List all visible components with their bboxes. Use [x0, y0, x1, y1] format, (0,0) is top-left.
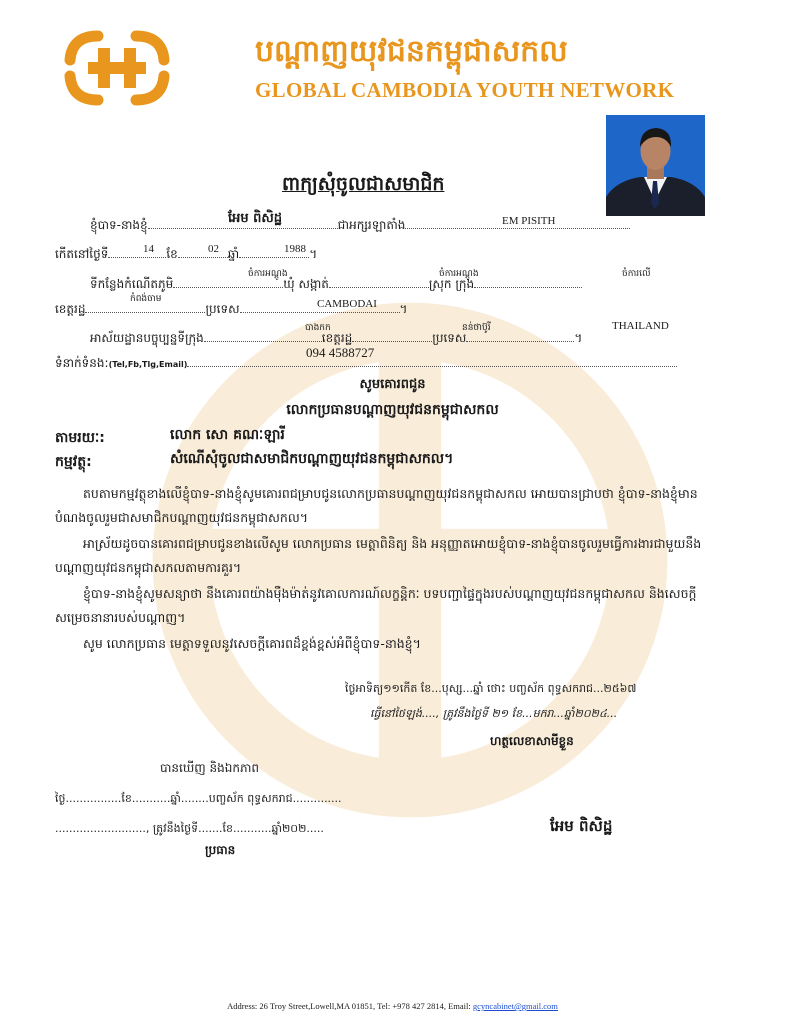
commune-label: ឃុំ សង្កាត់ [283, 277, 329, 291]
province-label: ខេត្តរដ្ឋ [55, 302, 86, 316]
province-value: កំពង់ចាម [130, 294, 162, 304]
contact-field[interactable] [187, 352, 677, 367]
paragraph-text: ខ្ញុំបាទ-នាងខ្ញុំសូមសន្យាថា នឹងគោរពយ៉ាងម៉ឺងម៉ាត់នូវគោលការណ៍លក្ខន្តិកៈ បទបញ្ជាផ្ទៃក្នុងរបស់បណ្ដាញយុវជនកម្ពុជាសកល និងសេចក្ដីសម្រេចនានារបស់បណ្ដាញ។ [55, 586, 697, 625]
sentence-end: ។ [309, 247, 318, 261]
org-name-english: GLOBAL CAMBODIA YOUTH NETWORK [255, 78, 675, 102]
birth-day-value: 14 [143, 243, 154, 255]
president-label: ប្រធាន [205, 843, 236, 857]
form-title: ពាក្យសុំចូលជាសមាជិក [282, 173, 445, 195]
paragraph-text: សូម លោកប្រធាន មេត្តាទទួលនូវសេចក្ដីគោរពដ៏ខ្ពង់ខ្ពស់អំពីខ្ញុំបាទ-នាងខ្ញុំ។ [83, 636, 421, 651]
applicant-name-signature: អែម ពិសិដ្ឋ [550, 817, 613, 835]
district-label: ស្រុក ក្រុង [428, 277, 475, 291]
sentence-end: ។ [574, 331, 583, 345]
address-country-label: ប្រទេស [432, 331, 467, 345]
country-value: CAMBODAI [317, 298, 377, 310]
paragraph-text: អាស្រ័យដូចបានគោរពជម្រាបជូនខាងលើសូម លោកប្រធាន មេត្តាពិនិត្យ និង អនុញ្ញាតអោយខ្ញុំបាទ-នាងខ្ញុំបានចូលរួមធ្វើការងារជាមួយនឹងបណ្ដាញយុវជនកម្ពុជាសកលតាមការគួរ។ [55, 536, 702, 575]
name-label: ខ្ញុំបាទ-នាងខ្ញុំ [90, 218, 148, 232]
birth-month-label: ខែ [166, 247, 178, 261]
subject-value: សំណើសុំចូលជាសមាជិកបណ្ដាញយុវជនកម្ពុជាសកល។ [170, 451, 454, 467]
birth-month-value: 02 [208, 243, 219, 255]
org-name-khmer: បណ្ដាញយុវជនកម្ពុជាសកល [255, 34, 568, 69]
paragraph-text: តបតាមកម្មវត្ថុខាងលើខ្ញុំបាទ-នាងខ្ញុំសូមគោរពជម្រាបជូនលោកប្រធានបណ្ដាញយុវជនកម្ពុជាសកល អោយបានជ្រាបថា ខ្ញុំបាទ-នាងខ្ញុំមានបំណងចូលរួមជាសមាជិកបណ្ដាញយុវជនកម្ពុជាសកល។ [55, 486, 698, 525]
respect-heading: សូមគោរពជូន [359, 377, 426, 392]
organization-logo-icon [58, 28, 176, 108]
sentence-end: ។ [399, 302, 408, 316]
approval-date-line-2: .........................., ត្រូវនឹងថ្ងៃទី.......ខែ...........ឆ្នាំ២០២..... [55, 822, 324, 835]
lunar-date: ថ្ងៃអាទិត្យ១១កើត ខែ...បុស្ស...ឆ្នាំ ថោះ បញ្ចស័ក ពុទ្ធសករាជ...២៥៦៧ [345, 682, 637, 695]
country-label: ប្រទេស [205, 302, 240, 316]
commune-field[interactable] [329, 273, 429, 288]
recipient-heading: លោកប្រធានបណ្ដាញយុវជនកម្ពុជាសកល [286, 402, 499, 418]
applicant-photo [606, 115, 705, 216]
contact-label: ទំនាក់ទំនង: [55, 356, 109, 370]
approval-date-line-1: ថ្ងៃ................ខែ...........ឆ្នាំ........បញ្ចស័ក ពុទ្ធសករាជ.............. [55, 792, 342, 805]
via-value: លោក សោ គណៈឡារី [170, 427, 285, 443]
via-label: តាមរយៈ: [55, 430, 105, 446]
phone-value: 094 4588727 [306, 345, 375, 360]
applicant-signature-label: ហត្ថលេខាសាមីខ្លួន [490, 734, 574, 748]
approval-heading: បានឃើញ និងឯកភាព [160, 761, 260, 775]
footer-address-text: Address: 26 Troy Street,Lowell,MA 01851, Tel: +978 427 2814, Email: [227, 1001, 473, 1011]
birth-year-label: ឆ្នាំ [227, 247, 240, 261]
birth-label: កើតនៅថ្ងៃទី [55, 247, 109, 261]
state-field[interactable] [352, 327, 432, 342]
footer-address [0, 1001, 785, 1011]
address-country-value: THAILAND [612, 320, 669, 332]
city-value: បាងកក [305, 323, 331, 333]
contact-types: (Tel,Fb,Tlg,Email) [108, 360, 188, 369]
footer-email-link[interactable]: gcyncabinet@gmail.com [472, 1001, 558, 1011]
state-label: ខេត្តរដ្ឋ [321, 331, 353, 345]
person-portrait-icon [606, 115, 705, 216]
body-paragraph-2 [55, 532, 725, 580]
state-value: នន់ថាប៊ូរី [462, 323, 491, 333]
village-label: ទីកន្លែងកំណើតភូមិ [90, 277, 174, 291]
body-paragraph-4 [55, 632, 725, 656]
body-paragraph-3 [55, 582, 725, 630]
district-value: ចំការលើ [622, 269, 651, 279]
solar-date: ធ្វើនៅថៃឡង់...., ត្រូវនឹងថ្ងៃទី ២១ ខែ...មករា...ឆ្នាំ២០២៤... [370, 707, 618, 720]
commune-value: ចំការអណ្ដូង [439, 269, 479, 279]
latin-name-value: EM PISITH [502, 215, 556, 227]
name-value: អែម ពិសិដ្ឋ [228, 211, 283, 226]
birth-date-row [55, 243, 317, 264]
village-value: ចំការអណ្ដូង [248, 269, 288, 279]
latin-name-label: ជាអក្សរឡាតាំង [337, 218, 406, 232]
address-label: អាស័យដ្ឋានបច្ចុប្បន្នទីក្រុង [90, 331, 204, 345]
birth-day-field[interactable] [108, 243, 166, 258]
body-paragraph-1 [55, 482, 725, 530]
subject-label: កម្មវត្ថុ: [55, 454, 92, 470]
district-field[interactable] [474, 273, 582, 288]
birth-year-value: 1988 [284, 243, 306, 255]
birth-month-field[interactable] [178, 243, 228, 258]
birthplace-row [90, 273, 582, 294]
